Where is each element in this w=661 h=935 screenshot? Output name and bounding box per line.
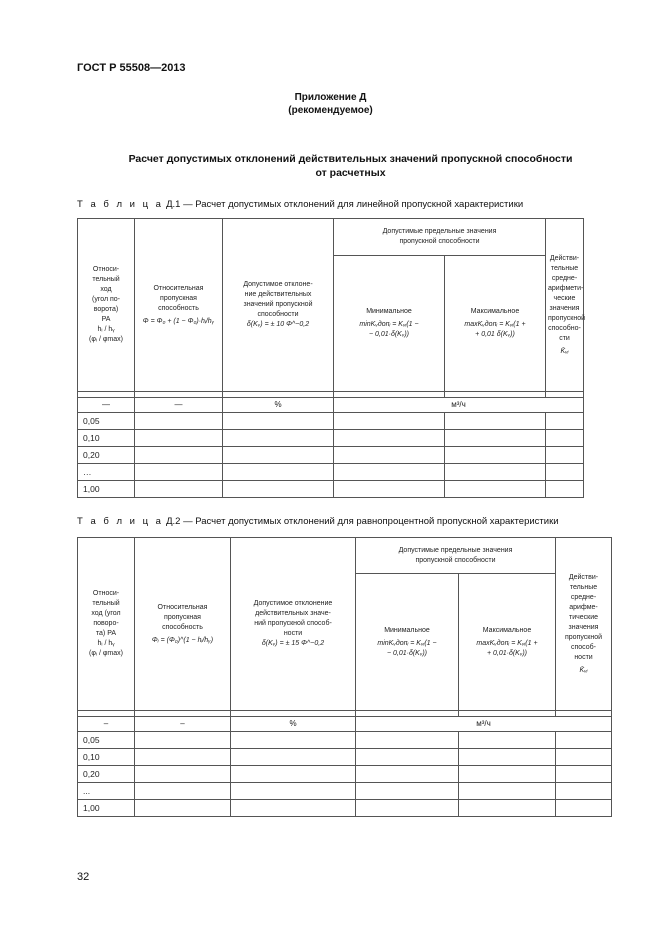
table1-header-deviation: Допустимое отклоне- ние действительных значений пропускной способности δ(Kᵥ) = ± 10 Φ^−0,2	[223, 219, 334, 392]
table1-caption-prefix: Т а б л и ц а	[77, 199, 164, 210]
appendix-subtitle: (рекомендуемое)	[288, 105, 373, 116]
section-title-line1: Расчет допустимых отклонений действительных значений пропускной способности	[128, 153, 573, 165]
table2-deviation-formula: δ(Kᵥ) = ± 15 Φ^−0,2	[261, 640, 325, 647]
table1-actual-symbol: K̄ᵥᵢ	[560, 347, 569, 355]
table2-max-formula: maxKᵥдопᵢ = Kᵥᵢ(1 + + 0,01·δ(Kᵥ))	[476, 639, 538, 657]
table2-row-value: 0,20	[78, 766, 135, 783]
table2-header-min: Минимальное minKᵥдопᵢ = Kᵥᵢ(1 − − 0,01·δ(Kᵥ))	[356, 574, 459, 711]
table1-row-value: 0,20	[78, 447, 135, 464]
table1-header-actual: Действи- тельные средне- арифмети- ческие значения пропускной способно- сти K̄ᵥᵢ	[546, 219, 584, 392]
table2-header-limits: Допустимые предельные значения пропускной способности	[356, 538, 556, 574]
table2-unit-stroke: –	[78, 717, 135, 732]
table1-max-formula: maxKᵥдопᵢ = Kᵥᵢ(1 + + 0,01 δ(Kᵥ))	[464, 321, 526, 338]
table1-row-value: 0,05	[78, 413, 135, 430]
table1-header-max: Максимальное maxKᵥдопᵢ = Kᵥᵢ(1 + + 0,01 δ(Kᵥ))	[445, 256, 546, 392]
table1-unit-stroke: —	[78, 398, 135, 413]
table2-unit-limits: м³/ч	[356, 717, 612, 732]
table1-capacity-formula: Φ = Φ₀ + (1 − Φ₀)·hᵢ/hᵧ	[142, 317, 215, 325]
page-number: 32	[77, 871, 90, 883]
table1-header-capacity: Относительная пропускная способность Φ = Φ₀ + (1 − Φ₀)·hᵢ/hᵧ	[135, 219, 223, 392]
section-title-line2: от расчетных	[315, 167, 386, 179]
table1-header-limits: Допустимые предельные значения пропускной способности	[334, 219, 546, 256]
appendix-title: Приложение Д	[294, 92, 367, 103]
table2-row-value: ...	[78, 783, 135, 800]
table1-unit-deviation: %	[223, 398, 334, 413]
table1	[77, 218, 584, 498]
table1-caption-text: Д.1 — Расчет допустимых отклонений для линейной пропускной характеристики	[163, 199, 524, 210]
table2-header-actual: Действи- тельные средне- арифме- тические значения пропускной способ- ности K̄ᵥᵢ	[556, 538, 612, 711]
table2-row-value: 0,05	[78, 732, 135, 749]
table1-unit-limits: м³/ч	[334, 398, 584, 413]
table2-caption-text: Д.2 — Расчет допустимых отклонений для равнопроцентной пропускной характеристики	[163, 516, 559, 527]
table2-actual-symbol: K̄ᵥᵢ	[579, 666, 588, 674]
table1-row-value: …	[78, 464, 135, 481]
table1-header-min: Минимальное minKᵥдопᵢ = Kᵥᵢ(1 − − 0,01·δ(Kᵥ))	[334, 256, 445, 392]
table1-deviation-formula: δ(Kᵥ) = ± 10 Φ^−0,2	[246, 321, 310, 328]
table2-header-stroke: Относи- тельный ход (угол поворо- та) РА hᵢ / hᵧ (φᵢ / φmax)	[78, 538, 135, 711]
table2-caption-prefix: Т а б л и ц а	[77, 516, 164, 527]
table1-min-formula: minKᵥдопᵢ = Kᵥᵢ(1 − − 0,01·δ(Kᵥ))	[359, 321, 419, 338]
table2-unit-capacity: –	[135, 717, 231, 732]
table2-header-capacity: Относительная пропускная способность Φᵢ = (Φ₀)^(1 − hᵢ/hᵧ)	[135, 538, 231, 711]
table2-row-value: 1,00	[78, 800, 135, 817]
table2-caption	[77, 516, 559, 527]
table2	[77, 537, 612, 817]
table2-unit-deviation: %	[231, 717, 356, 732]
table2-row-value: 0,10	[78, 749, 135, 766]
table1-row-value: 0,10	[78, 430, 135, 447]
table2-capacity-formula: Φᵢ = (Φ₀)^(1 − hᵢ/hᵧ)	[151, 636, 214, 644]
table1-row-value: 1,00	[78, 481, 135, 498]
table2-header-max: Максимальное maxKᵥдопᵢ = Kᵥᵢ(1 + + 0,01·δ(Kᵥ))	[459, 574, 556, 711]
table1-unit-capacity: —	[135, 398, 223, 413]
table1-header-stroke: Относи- тельный ход (угол по- ворота) РА hᵢ / hᵧ (φᵢ / φmax)	[78, 219, 135, 392]
document-code: ГОСТ Р 55508—2013	[77, 62, 186, 74]
table1-caption	[77, 199, 523, 210]
table2-min-formula: minKᵥдопᵢ = Kᵥᵢ(1 − − 0,01·δ(Kᵥ))	[377, 639, 437, 657]
table2-header-deviation: Допустимое отклонение действительных значе- ний пропускной способ- ности δ(Kᵥ) = ± 15 Φ^−0,2	[231, 538, 356, 711]
